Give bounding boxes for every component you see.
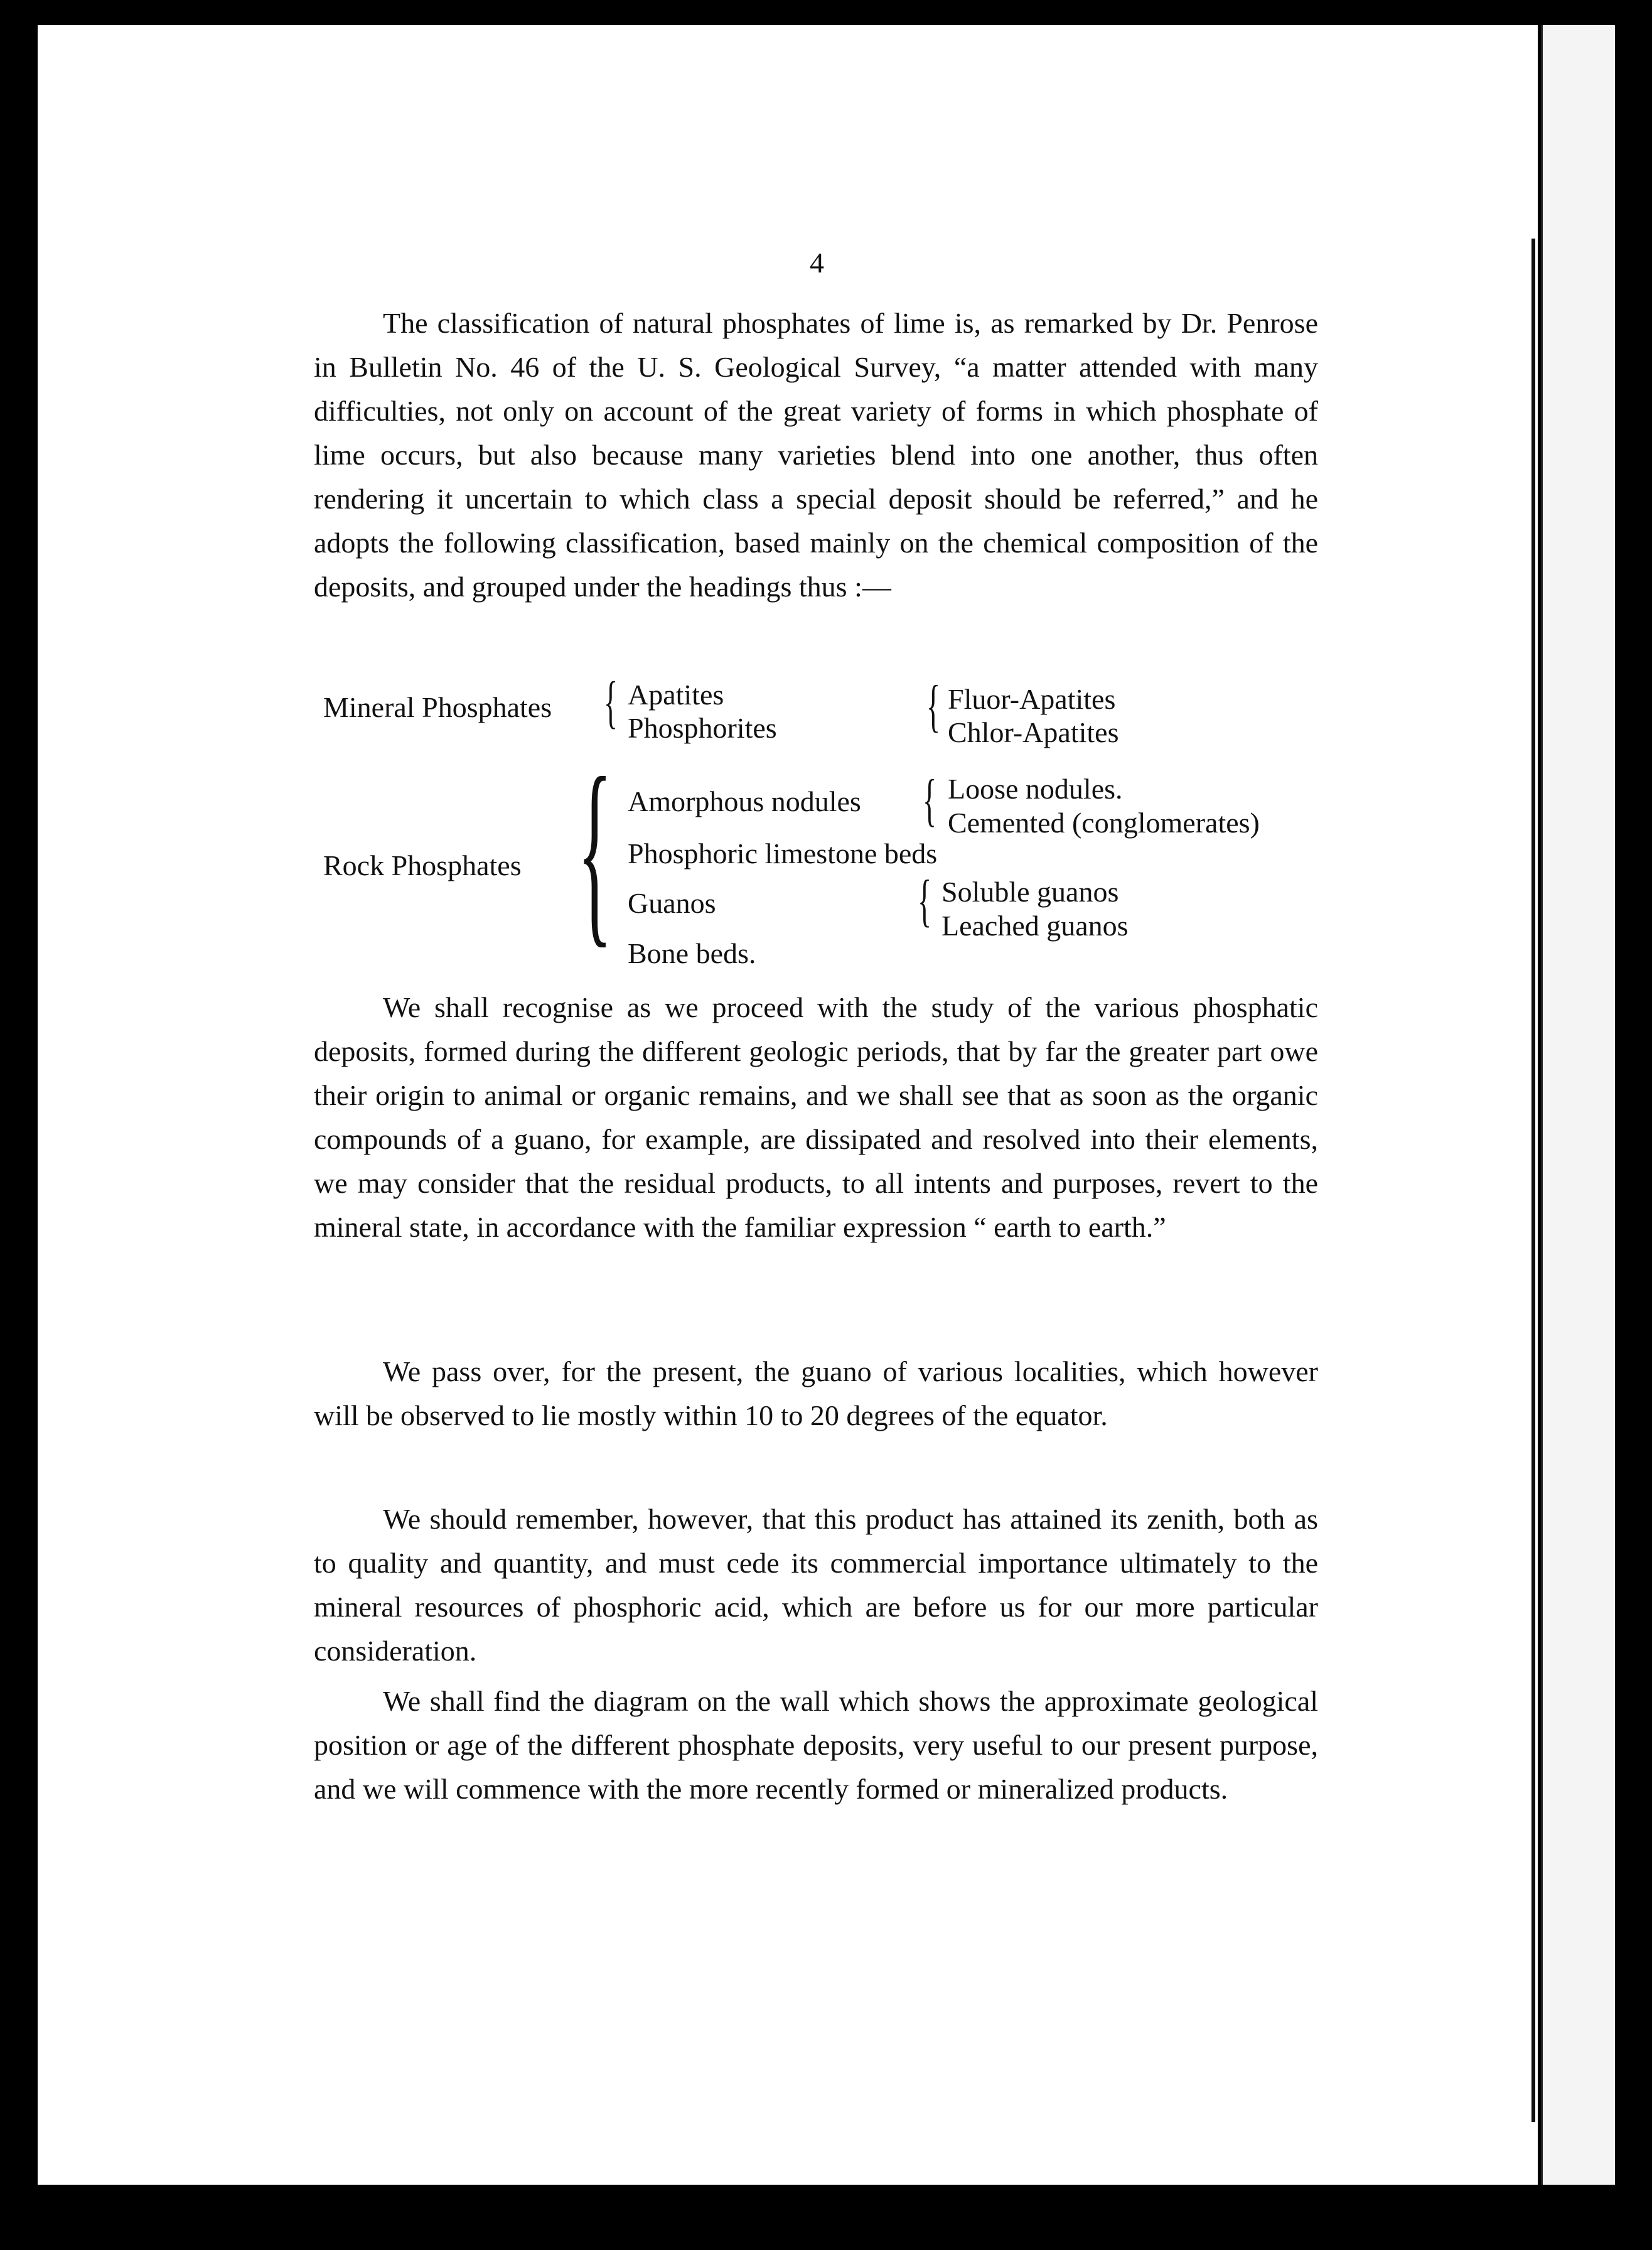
fluor-apatites-label: Fluor-Apatites bbox=[948, 683, 1116, 715]
paragraph-organic-remains: We shall recognise as we proceed with the study of the various phosphatic deposits, formed during the different geologic periods, that by far the greater part owe their origin to animal or organic remains, and we shall see that as soon as the organic compounds of a guano, for example, are dissipated and resolved into their elements, we may consider that the residual products, to all intents and purposes, revert to the mineral state, in accordance with the familiar expression “ earth to earth.” bbox=[314, 991, 1318, 1243]
mineral-phosphates-label: Mineral Phosphates bbox=[323, 691, 552, 723]
guanos-brace: { bbox=[918, 868, 932, 932]
guanos-label: Guanos bbox=[628, 887, 716, 919]
phosphoric-limestone-label: Phosphoric limestone beds bbox=[628, 837, 938, 869]
amorphous-nodules-label: Amorphous nodules bbox=[628, 785, 861, 817]
adjacent-page-edge bbox=[1541, 25, 1615, 2185]
rock-phosphates-label: Rock Phosphates bbox=[323, 849, 522, 881]
paragraph-classification-intro: The classification of natural phosphates of lime is, as remarked by Dr. Penrose in Bulletin No. 46 of the U. S. Geological Survey, “a matter attended with many difficulties, not only on account of the great variety of forms in which phosphate of lime occurs, but also because many varieties blend into one another, thus often rendering it uncertain to which class a special deposit should be referred,” and he adopts the following classification, based mainly on the chemical composition of the deposits, and grouped under the headings thus :— bbox=[314, 307, 1318, 603]
bone-beds-label: Bone beds. bbox=[628, 937, 756, 969]
mineral-brace: { bbox=[604, 670, 618, 734]
phosphorites-label: Phosphorites bbox=[628, 712, 777, 744]
soluble-guanos-label: Soluble guanos bbox=[941, 876, 1119, 908]
apatites-brace: { bbox=[926, 674, 941, 738]
nodules-brace: { bbox=[923, 768, 937, 832]
page-fold-shadow bbox=[1531, 239, 1535, 2122]
cemented-label: Cemented (conglomerates) bbox=[948, 807, 1260, 839]
chlor-apatites-label: Chlor-Apatites bbox=[948, 716, 1119, 748]
paragraph-diagram: We shall find the diagram on the wall which shows the approximate geological position or age of the different phosphate deposits, very useful to our present purpose, and we will commence with the more recently formed or mineralized products. bbox=[314, 1685, 1318, 1805]
apatites-label: Apatites bbox=[628, 679, 724, 711]
leached-guanos-label: Leached guanos bbox=[941, 910, 1129, 942]
paragraph-guano-localities: We pass over, for the present, the guano of various localities, which however will be observed to lie mostly within 10 to 20 degrees of the equator. bbox=[314, 1355, 1318, 1431]
rock-brace: { bbox=[577, 736, 613, 965]
paragraph-commercial-importance: We should remember, however, that this product has attained its zenith, both as to quality and quantity, and must cede its commercial importance ultimately to the mineral resources of phosphoric acid, which are before us for our more particular consideration. bbox=[314, 1503, 1318, 1667]
page-number: 4 bbox=[810, 247, 824, 279]
loose-nodules-label: Loose nodules. bbox=[948, 773, 1123, 805]
